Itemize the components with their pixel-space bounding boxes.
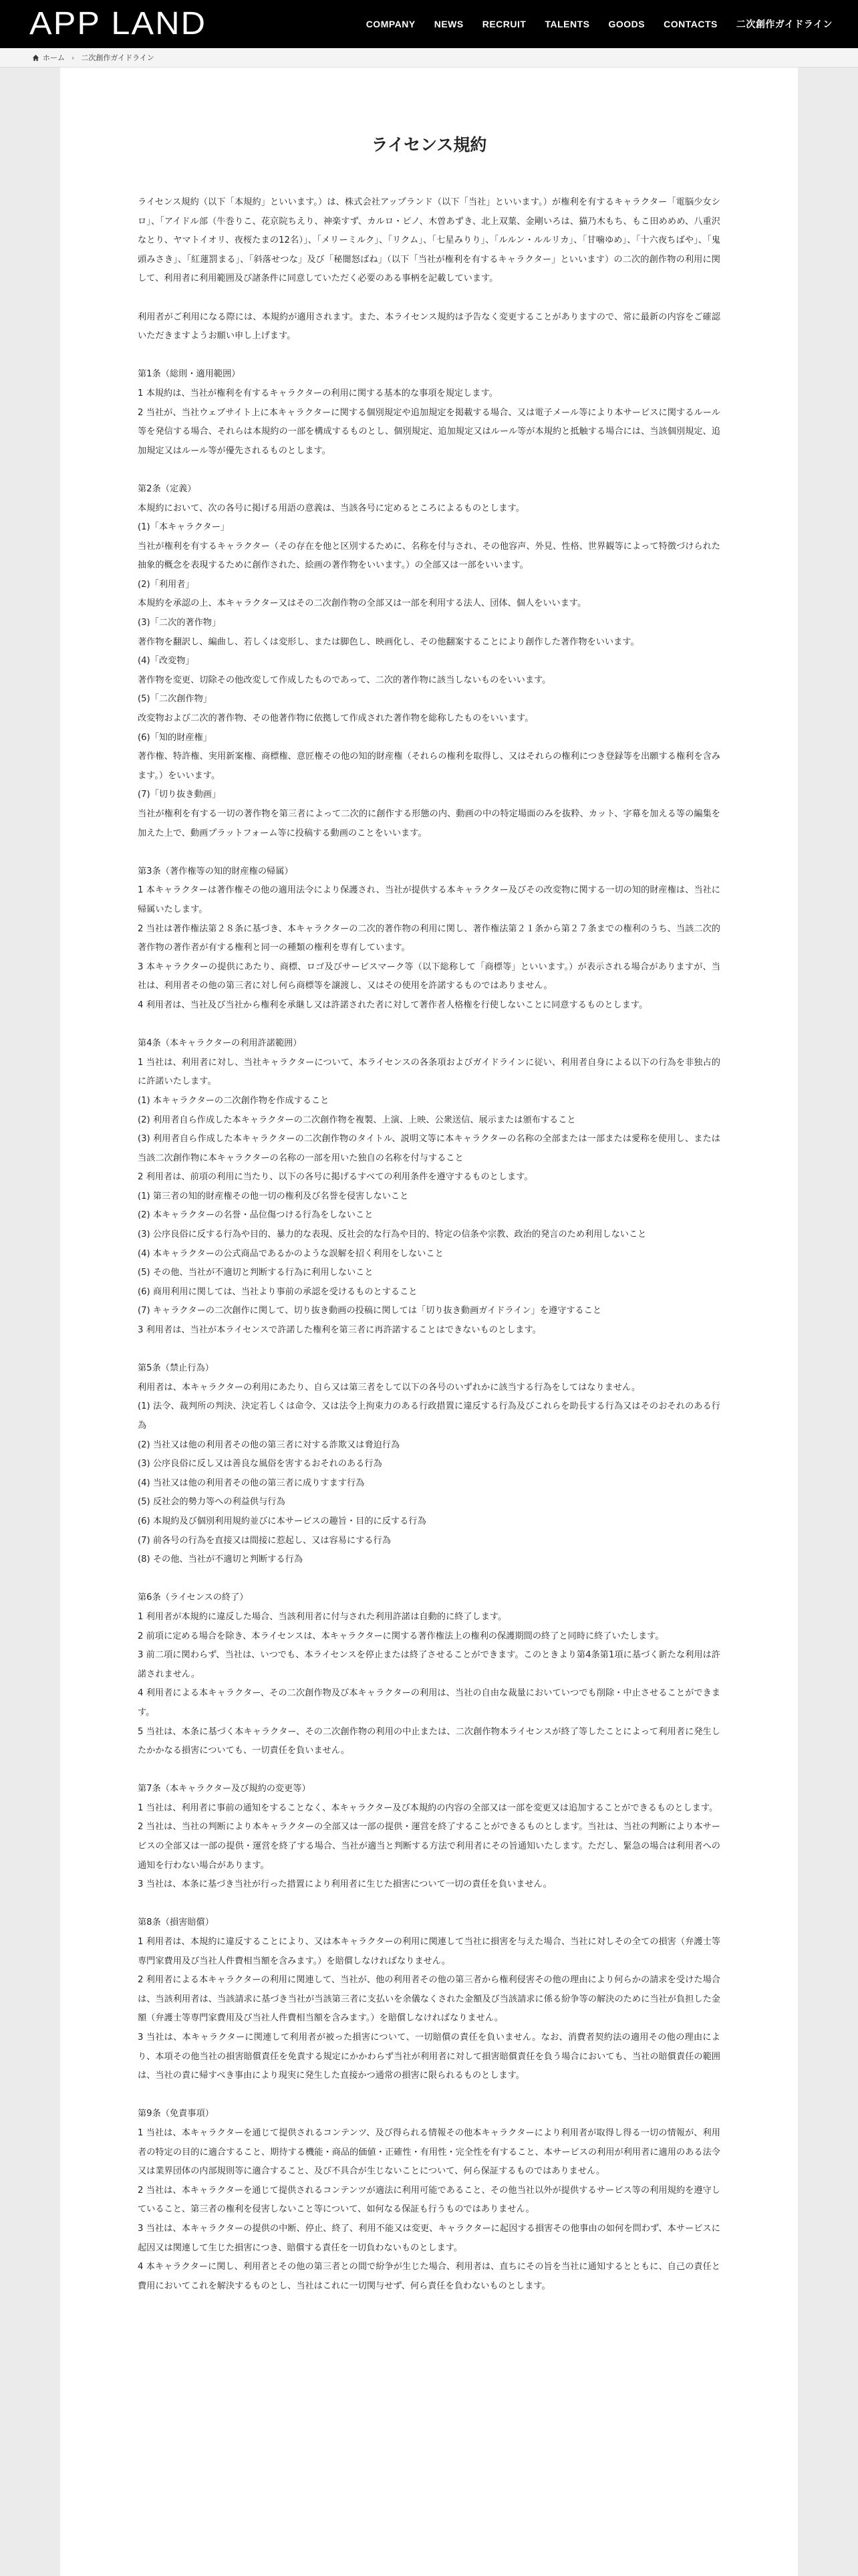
article-line: 著作物を翻訳し、編曲し、若しくは変形し、または脚色し、映画化し、その他翻案することにより創作した著作物をいいます。 bbox=[138, 636, 639, 647]
article-line: (4)「改変物」 bbox=[138, 656, 194, 667]
article-line: (4) 当社又は他の利用者その他の第三者に成りすます行為 bbox=[138, 1478, 365, 1488]
article-heading: 第4条（本キャラクターの利用許諾範囲） bbox=[138, 1038, 302, 1049]
site-header bbox=[0, 0, 858, 48]
article-line: (6) 商用利用に関しては、当社より事前の承認を受けるものとすること bbox=[138, 1286, 418, 1297]
article-section bbox=[138, 480, 720, 843]
article-line: 4 本キャラクターに関し、利用者とその他の第三者との間で紛争が生じた場合、利用者は、直ちにその旨を当社に通知するとともに、自己の責任と費用においてこれを解決するものとし、当社はこれに一切関与せず、何ら責任を負わないものとします。 bbox=[138, 2262, 720, 2291]
article-line: 3 利用者は、当社が本ライセンスで許諾した権利を第三者に再許諾することはできないものとします。 bbox=[138, 1325, 541, 1336]
article-line: (4) 本キャラクターの公式商品であるかのような誤解を招く利用をしないこと bbox=[138, 1248, 444, 1259]
nav-recruit[interactable]: RECRUIT bbox=[482, 19, 527, 29]
article-line: 2 前項に定める場合を除き、本ライセンスは、本キャラクターに関する著作権法上の権利の保護期間の終了と同時に終了いたします。 bbox=[138, 1631, 664, 1641]
article-section bbox=[138, 1913, 720, 2085]
article-line: (1)「本キャラクター」 bbox=[138, 522, 230, 533]
article-heading: 第7条（本キャラクター及び規約の変更等） bbox=[138, 1784, 311, 1794]
article-line: (3) 公序良俗に反し又は善良な風俗を害するおそれのある行為 bbox=[138, 1459, 382, 1470]
article-line: (5) 反社会的勢力等への利益供与行為 bbox=[138, 1497, 285, 1508]
article-line: 改変物および二次的著作物、その他著作物に依拠して作成された著作物を総称したものをいいます。 bbox=[138, 713, 534, 724]
home-icon bbox=[32, 54, 39, 62]
article-heading: 第8条（損害賠償） bbox=[138, 1917, 214, 1928]
article-line: 2 当社は、本キャラクターを通じて提供されるコンテンツが適法に利用可能であること、その他当社以外が提供するサービス等の利用規約を遵守していること、第三者の権利を侵害しないこと等について、如何なる保証も行うものではありません。 bbox=[138, 2185, 720, 2215]
article-line: 利用者は、本キャラクターの利用にあたり、自ら又は第三者をして以下の各号のいずれかに該当する行為をしてはなりません。 bbox=[138, 1382, 641, 1393]
article-line: (2) 当社又は他の利用者その他の第三者に対する詐欺又は脅迫行為 bbox=[138, 1439, 400, 1450]
article-line: (1) 本キャラクターの二次創作物を作成すること bbox=[138, 1095, 329, 1106]
article-line: 3 本キャラクターの提供にあたり、商標、ロゴ及びサービスマーク等（以下総称して「商標等」といいます。）が表示される場合がありますが、当社は、利用者その他の第三者に対し何ら商標等を譲渡し、又はその使用を許諾するものではありません。 bbox=[138, 961, 720, 991]
article-line: 1 本キャラクターは著作権その他の適用法令により保護され、当社が提供する本キャラクター及びその改変物に関する一切の知的財産権は、当社に帰属いたします。 bbox=[138, 885, 720, 915]
article-line: 2 当社は著作権法第２８条に基づき、本キャラクターの二次的著作物の利用に関し、著作権法第２１条から第２７条までの権利のうち、当該二次的著作物の著作者が有する権利と同一の種類の権利を専有しています。 bbox=[138, 923, 720, 953]
article-heading: 第5条（禁止行為） bbox=[138, 1363, 214, 1374]
article-line: 当社が権利を有するキャラクター（その存在を他と区別するために、名称を付与され、その他容声、外見、性格、世界観等によって特徴づけられた抽象的概念を表現するために創作された、絵画の著作物をいいます。）の全部又は一部をいいます。 bbox=[138, 541, 720, 571]
article-heading: 第6条（ライセンスの終了） bbox=[138, 1593, 249, 1603]
article-section bbox=[138, 862, 720, 1016]
nav-news[interactable]: NEWS bbox=[434, 19, 464, 29]
article-line: (6) 本規約及び個別利用規約並びに本サービスの趣旨・目的に反する行為 bbox=[138, 1516, 426, 1526]
article-line: 当社が権利を有する一切の著作物を第三者によって二次的に創作する形態の内、動画の中の特定場面のみを抜粋、カット、字幕を加える等の編集を加えた上で、動画プラットフォーム等に投稿する動画のことをいいます。 bbox=[138, 809, 720, 838]
article-line: (3)「二次的著作物」 bbox=[138, 618, 221, 628]
article-line: 著作権、特許権、実用新案権、商標権、意匠権その他の知的財産権（それらの権利を取得し、又はそれらの権利につき登録等を出願する権利を含みます。）をいいます。 bbox=[138, 751, 720, 781]
article-line: 本規約を承認の上、本キャラクター又はその二次創作物の全部又は一部を利用する法人、団体、個人をいいます。 bbox=[138, 598, 587, 609]
article-line: 2 当社は、当社の判断により本キャラクターの全部又は一部の提供・運営を終了することができるものとします。当社は、当社の判断により本サービスの全部又は一部の提供・運営を終了する場合、当社が適当と判断する方法で利用者にその旨通知いたします。ただし、緊急の場合は利用者への通知を行わない場合があります。 bbox=[138, 1822, 720, 1871]
article-line: 1 当社は、利用者に対し、当社キャラクターについて、本ライセンスの各条項およびガイドラインに従い、利用者自身による以下の行為を非独占的に許諾いたします。 bbox=[138, 1057, 720, 1087]
article-section bbox=[138, 1589, 720, 1760]
page-title: ライセンス規約 bbox=[371, 135, 487, 154]
article-section bbox=[138, 1034, 720, 1340]
article-line: 3 当社は、本キャラクターに関連して利用者が被った損害について、一切賠償の責任を負いません。なお、消費者契約法の適用その他の理由により、本項その他当社の損害賠償責任を免責する規定にかかわらず当社が利用者に対して損害賠償責任を負う場合においても、当社の賠償責任の範囲は、当社の責に帰すべき事由により現実に発生した直接かつ通常の損害に限られるものとします。 bbox=[138, 2032, 720, 2081]
article-line: (2)「利用者」 bbox=[138, 579, 194, 590]
article-line: 1 利用者が本規約に違反した場合、当該利用者に付与された利用許諾は自動的に終了します。 bbox=[138, 1611, 507, 1622]
article-line: 3 前二項に関わらず、当社は、いつでも、本ライセンスを停止または終了させることができます。このときより第4条第1項に基づく新たな利用は許諾されません。 bbox=[138, 1650, 720, 1679]
article-heading: 第9条（免責事項） bbox=[138, 2109, 214, 2119]
nav-contacts[interactable]: CONTACTS bbox=[664, 19, 718, 29]
article-section bbox=[138, 2105, 720, 2296]
article-line: 2 利用者は、前項の利用に当たり、以下の各号に掲げるすべての利用条件を遵守するものとします。 bbox=[138, 1172, 533, 1183]
article-line: 1 当社は、本キャラクターを通じて提供されるコンテンツ、及び得られる情報その他本キャラクターにより利用者が取得し得る一切の情報が、利用者の特定の目的に適合すること、期待する機能・商品的価値・正確性・有用性・完全性を有すること、本サービスの利用が利用者に適用のある法令又は業界団体の内部規則等に適合すること、及び不具合が生じないことについて、何ら保証するものではありません。 bbox=[138, 2127, 720, 2177]
article-heading: 第3条（著作権等の知的財産権の帰属） bbox=[138, 866, 293, 876]
article-line: (3) 公序良俗に反する行為や目的、暴力的な表現、反社会的な行為や目的、特定の信条や宗教、政治的発言のため利用しないこと bbox=[138, 1230, 647, 1240]
article-line: (7) 前各号の行為を直接又は間接に惹起し、又は容易にする行為 bbox=[138, 1535, 391, 1546]
app-land-logo[interactable]: APP LAND bbox=[29, 6, 207, 41]
intro-paragraph: 利用者がご利用になる際には、本規約が適用されます。また、本ライセンス規約は予告なく変更することがありますので、常に最新の内容をご確認いただきますようお願い申し上げます。 bbox=[138, 312, 720, 342]
article-line: (2) 本キャラクターの名誉・品位傷つける行為をしないこと bbox=[138, 1210, 374, 1221]
article-line: 3 当社は、本キャラクターの提供の中断、停止、終了、利用不能又は変更、キャラクターに起因する損害その他事由の如何を問わず、本サービスに起因又は関連して生じた損害につき、賠償する責任を一切負わないものとします。 bbox=[138, 2223, 720, 2253]
article-line: (5) その他、当社が不適切と判断する行為に利用しないこと bbox=[138, 1268, 374, 1278]
nav-talents[interactable]: TALENTS bbox=[545, 19, 590, 29]
article-line: 2 当社が、当社ウェブサイト上に本キャラクターに関する個別規定や追加規定を掲載する場合、又は電子メール等により本サービスに関するルール等を発信する場合、それらは本規約の一部を構成するものとし、個別規定、追加規定又はルール等が本規約と抵触する場合には、当該個別規定、追加規定又はルール等が優先されるものとします。 bbox=[138, 407, 720, 456]
article-line: (5)「二次創作物」 bbox=[138, 694, 212, 705]
intro-paragraph: ライセンス規約（以下「本規約」といいます。）は、株式会社アップランド（以下「当社」といいます。）が権利を有するキャラクター「電脳少女シロ」、「アイドル部（牛巻りこ、花京院ちえり、神楽すず、カルロ・ピノ、木曽あずき、北上双葉、金剛いろは、猫乃木もち、もこ田めめめ、八重沢なとり、ヤマトイオリ、夜桜たまの12名）」、「メリーミルク」、「リクム」、「七星みりり」、「ルルン・ルルリカ」、「甘噛ゆめ」、「十六夜ちばや」、「鬼頭みさき」、「紅蓮罰まる」、「斜落せつな」及び「秘闇怒ばね」（以下「当社が権利を有するキャラクター」といいます）の二次的創作物の利用に関して、利用者に利用範囲及び諸条件に同意していただく必要のある事柄を記載しています。 bbox=[138, 197, 720, 284]
intro bbox=[138, 193, 720, 346]
main-content bbox=[60, 68, 798, 2576]
article-section bbox=[138, 365, 720, 461]
article-heading: 第1条（総則・適用範囲） bbox=[138, 369, 241, 380]
article-line: (3) 利用者自ら作成した本キャラクターの二次創作物のタイトル、説明文等に本キャラクターの名称の全部または一部または愛称を使用し、または当該二次創作物に本キャラクターの名称の一部を用いた独自の名称を付与すること bbox=[138, 1134, 720, 1163]
article-line: (1) 第三者の知的財産権その他一切の権利及び名誉を侵害しないこと bbox=[138, 1191, 409, 1201]
article-line: 5 当社は、本条に基づく本キャラクター、その二次創作物の利用の中止または、二次創作物本ライセンスが終了等したことによって利用者に発生したかかなる損害についても、一切責任を負いません。 bbox=[138, 1726, 720, 1756]
article-section bbox=[138, 1780, 720, 1895]
article-line: (8) その他、当社が不適切と判断する行為 bbox=[138, 1554, 303, 1565]
article-line: (7)「切り抜き動画」 bbox=[138, 790, 221, 800]
article-heading: 第2条（定義） bbox=[138, 483, 196, 494]
articles bbox=[138, 365, 720, 2296]
article-section bbox=[138, 1359, 720, 1570]
breadcrumb bbox=[0, 48, 858, 68]
article-line: 2 利用者による本キャラクターの利用に関連して、当社が、他の利用者その他の第三者から権利侵害その他の理由により何らかの請求を受けた場合は、当該利用者は、当該請求に基づき当社が当該第三者に支払いを余儀なくされた金額及び当該請求に係る紛争等の解決のために当社が負担した金額（弁護士等専門家費用及び当社人件費相当額を含みます。）を賠償しなければなりません。 bbox=[138, 1975, 720, 2024]
article-line: 4 利用者による本キャラクター、その二次創作物及び本キャラクターの利用は、当社の自由な裁量においていつでも削除・中止させることができます。 bbox=[138, 1688, 720, 1718]
article-line: 1 本規約は、当社が権利を有するキャラクターの利用に関する基本的な事項を規定します。 bbox=[138, 388, 498, 398]
breadcrumb-home[interactable]: ホーム bbox=[43, 53, 65, 62]
article-line: 1 当社は、利用者に事前の通知をすることなく、本キャラクター及び本規約の内容の全部又は一部を変更又は追加することができるものとします。 bbox=[138, 1802, 718, 1813]
main-nav bbox=[357, 0, 842, 48]
nav-company[interactable]: COMPANY bbox=[366, 19, 416, 29]
article-line: 本規約において、次の各号に掲げる用語の意義は、当該各号に定めるところによるものとします。 bbox=[138, 503, 525, 513]
nav-guideline[interactable]: 二次創作ガイドライン bbox=[736, 19, 833, 29]
article-line: (2) 利用者自ら作成した本キャラクターの二次創作物を複製、上演、上映、公衆送信、展示または頒布すること bbox=[138, 1115, 576, 1125]
article-line: 著作物を変更、切除その他改変して作成したものであって、二次的著作物に該当しないものをいいます。 bbox=[138, 675, 551, 685]
breadcrumb-current: 二次創作ガイドライン bbox=[81, 53, 154, 62]
article-line: 4 利用者は、当社及び当社から権利を承継し又は許諾された者に対して著作者人格権を行使しないことに同意するものとします。 bbox=[138, 1000, 648, 1010]
nav-goods[interactable]: GOODS bbox=[608, 19, 646, 29]
article-line: 1 利用者は、本規約に違反することにより、又は本キャラクターの利用に関連して当社に損害を与えた場合、当社に対しその全ての損害（弁護士等専門家費用及び当社人件費相当額を含みます。）を賠償しなければなりません。 bbox=[138, 1937, 720, 1966]
breadcrumb-separator-icon: › bbox=[72, 53, 75, 62]
article-line: (6)「知的財産権」 bbox=[138, 732, 212, 743]
article-line: 3 当社は、本条に基づき当社が行った措置により利用者に生じた損害について一切の責任を負いません。 bbox=[138, 1879, 552, 1890]
article-line: (1) 法令、裁判所の判決、決定若しくは命令、又は法令上拘束力のある行政措置に違反する行為及びこれらを助長する行為又はそのおそれのある行為 bbox=[138, 1401, 720, 1431]
article-line: (7) キャラクターの二次創作に関して、切り抜き動画の投稿に関しては「切り抜き動画ガイドライン」を遵守すること bbox=[138, 1306, 602, 1316]
